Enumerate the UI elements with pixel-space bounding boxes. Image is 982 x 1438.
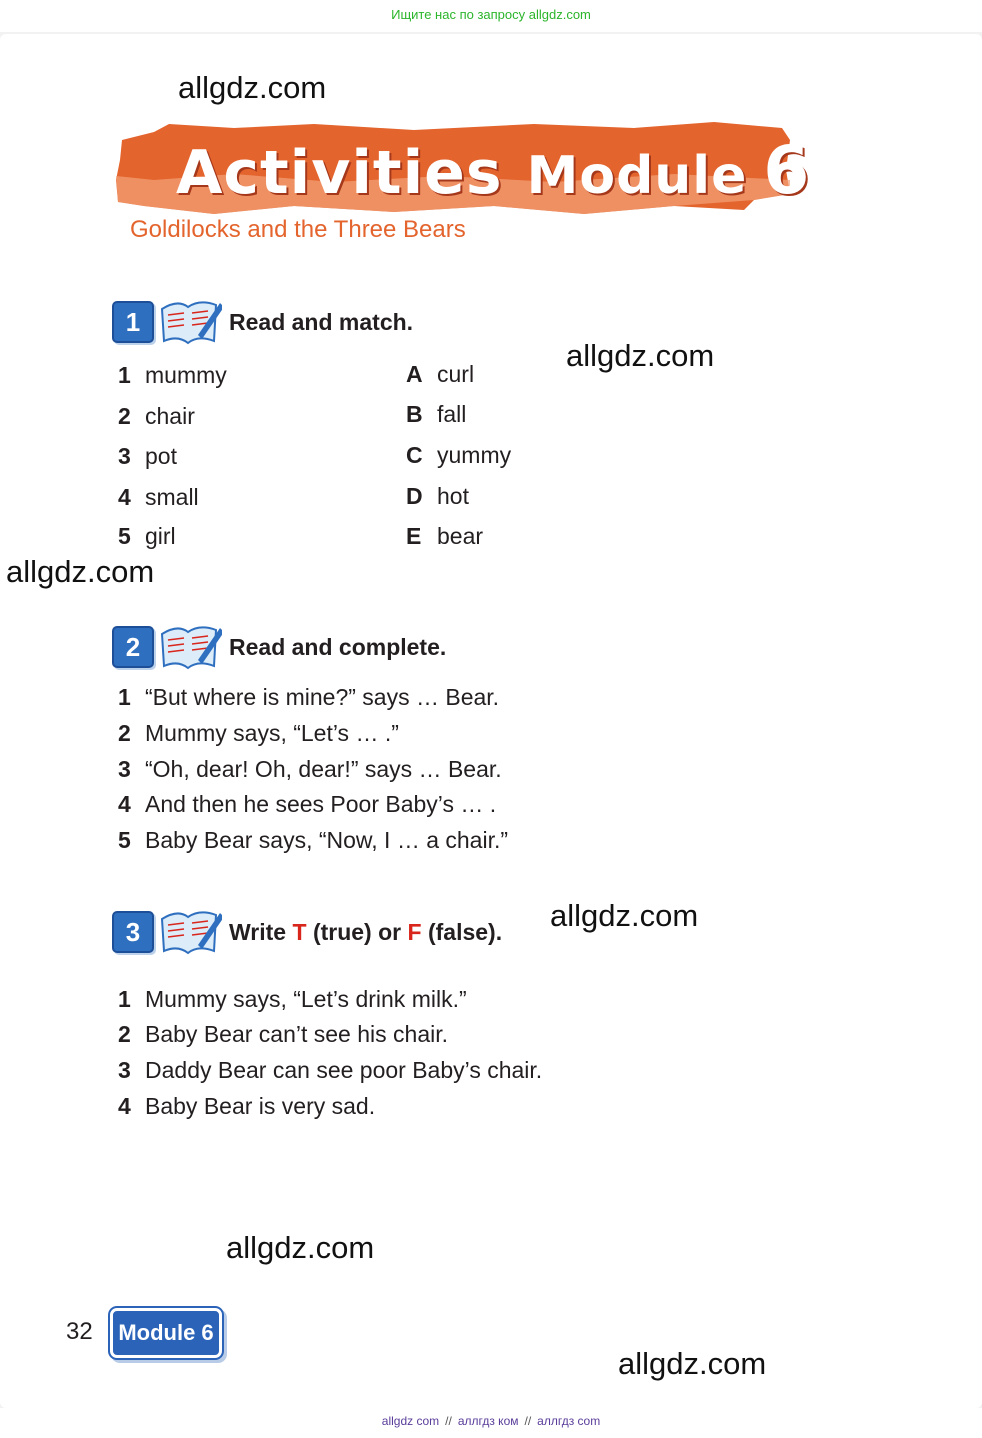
item-word: small: [145, 484, 199, 510]
item-number: 1: [118, 684, 131, 710]
item-word: curl: [437, 361, 475, 387]
match-right-item: [406, 401, 466, 428]
title-module: Module: [526, 146, 748, 206]
item-letter: A: [406, 361, 423, 387]
true-letter: T: [292, 919, 307, 945]
watermark: allgdz.com: [178, 70, 327, 105]
match-left-item: [118, 484, 199, 511]
complete-item: [118, 684, 499, 711]
item-text: Daddy Bear can see poor Baby’s chair.: [145, 1057, 543, 1083]
complete-item: [118, 827, 508, 854]
title-end: (false).: [427, 919, 503, 945]
watermark: allgdz.com: [550, 898, 699, 933]
exercise-number-badge: 1: [112, 301, 154, 343]
bottom-link-a[interactable]: allgdz com: [381, 1414, 440, 1428]
complete-item: [118, 756, 502, 783]
bottom-link-c[interactable]: аллгдз com: [537, 1414, 601, 1428]
title-mid: (true) or: [312, 919, 402, 945]
item-number: 4: [118, 791, 131, 817]
match-left-item: [118, 403, 195, 430]
item-letter: C: [406, 442, 423, 468]
exercise-number-badge: 3: [112, 911, 154, 953]
top-banner[interactable]: [0, 0, 982, 32]
item-number: 2: [118, 1021, 131, 1047]
match-right-item: [406, 361, 474, 388]
watermark: allgdz.com: [566, 338, 715, 373]
item-letter: D: [406, 483, 423, 509]
item-text: Baby Bear can’t see his chair.: [145, 1021, 448, 1047]
true-false-item: [118, 986, 467, 1013]
item-word: fall: [437, 401, 467, 427]
item-letter: E: [406, 523, 422, 549]
exercise-number-badge: 2: [112, 626, 154, 668]
false-letter: F: [407, 919, 422, 945]
title-number: 6: [763, 132, 811, 209]
title-heading: [176, 132, 810, 209]
item-number: 1: [118, 986, 131, 1012]
true-false-item: [118, 1093, 375, 1120]
writing-book-icon: [158, 905, 222, 957]
match-left-item: [118, 523, 176, 550]
complete-item: [118, 791, 496, 818]
watermark: allgdz.com: [6, 554, 155, 589]
item-word: girl: [145, 523, 176, 549]
item-text: And then he sees Poor Baby’s … .: [145, 791, 497, 817]
item-number: 2: [118, 720, 131, 746]
item-number: 3: [118, 756, 131, 782]
item-number: 3: [118, 1057, 131, 1083]
true-false-item: [118, 1057, 542, 1084]
item-number: 5: [118, 523, 131, 549]
true-false-item: [118, 1021, 448, 1048]
item-letter: B: [406, 401, 423, 427]
bottom-banner[interactable]: [0, 1408, 982, 1438]
match-right-item: [406, 523, 483, 550]
item-word: yummy: [437, 442, 512, 468]
match-right-item: [406, 483, 469, 510]
item-text: “But where is mine?” says … Bear.: [145, 684, 500, 710]
item-word: pot: [145, 443, 177, 469]
complete-item: [118, 720, 399, 747]
item-text: “Oh, dear! Oh, dear!” says … Bear.: [145, 756, 502, 782]
watermark: allgdz.com: [226, 1230, 375, 1265]
page-subtitle: Goldilocks and the Three Bears: [130, 216, 466, 243]
item-text: Mummy says, “Let’s drink milk.”: [145, 986, 467, 1012]
bottom-link-b[interactable]: аллгдз ком: [457, 1414, 519, 1428]
separator: //: [445, 1414, 452, 1428]
exercise-2-title: Read and complete.: [229, 634, 447, 660]
item-text: Baby Bear says, “Now, I … a chair.”: [145, 827, 509, 853]
page-number: 32: [66, 1318, 93, 1345]
item-text: Baby Bear is very sad.: [145, 1093, 376, 1119]
match-left-item: [118, 362, 227, 389]
exercise-3-title: [229, 919, 502, 946]
top-banner-text[interactable]: Ищите нас по запросу allgdz.com: [391, 7, 591, 22]
item-word: mummy: [145, 362, 227, 388]
separator: //: [524, 1414, 532, 1428]
match-right-item: [406, 442, 511, 469]
exercise-1-title: Read and match.: [229, 309, 414, 335]
reading-book-icon: [158, 295, 222, 347]
module-badge: Module 6: [110, 1308, 222, 1358]
title-write: Write: [229, 919, 287, 945]
match-left-item: [118, 443, 177, 470]
watermark: allgdz.com: [618, 1346, 767, 1381]
reading-book-icon: [158, 620, 222, 672]
item-number: 2: [118, 403, 131, 429]
item-text: Mummy says, “Let’s … .”: [145, 720, 399, 746]
item-number: 4: [118, 1093, 131, 1119]
item-number: 4: [118, 484, 131, 510]
item-number: 3: [118, 443, 131, 469]
item-number: 5: [118, 827, 131, 853]
title-activities: Activities: [176, 138, 503, 208]
item-word: chair: [145, 403, 195, 429]
item-word: hot: [437, 483, 469, 509]
item-word: bear: [437, 523, 484, 549]
item-number: 1: [118, 362, 131, 388]
